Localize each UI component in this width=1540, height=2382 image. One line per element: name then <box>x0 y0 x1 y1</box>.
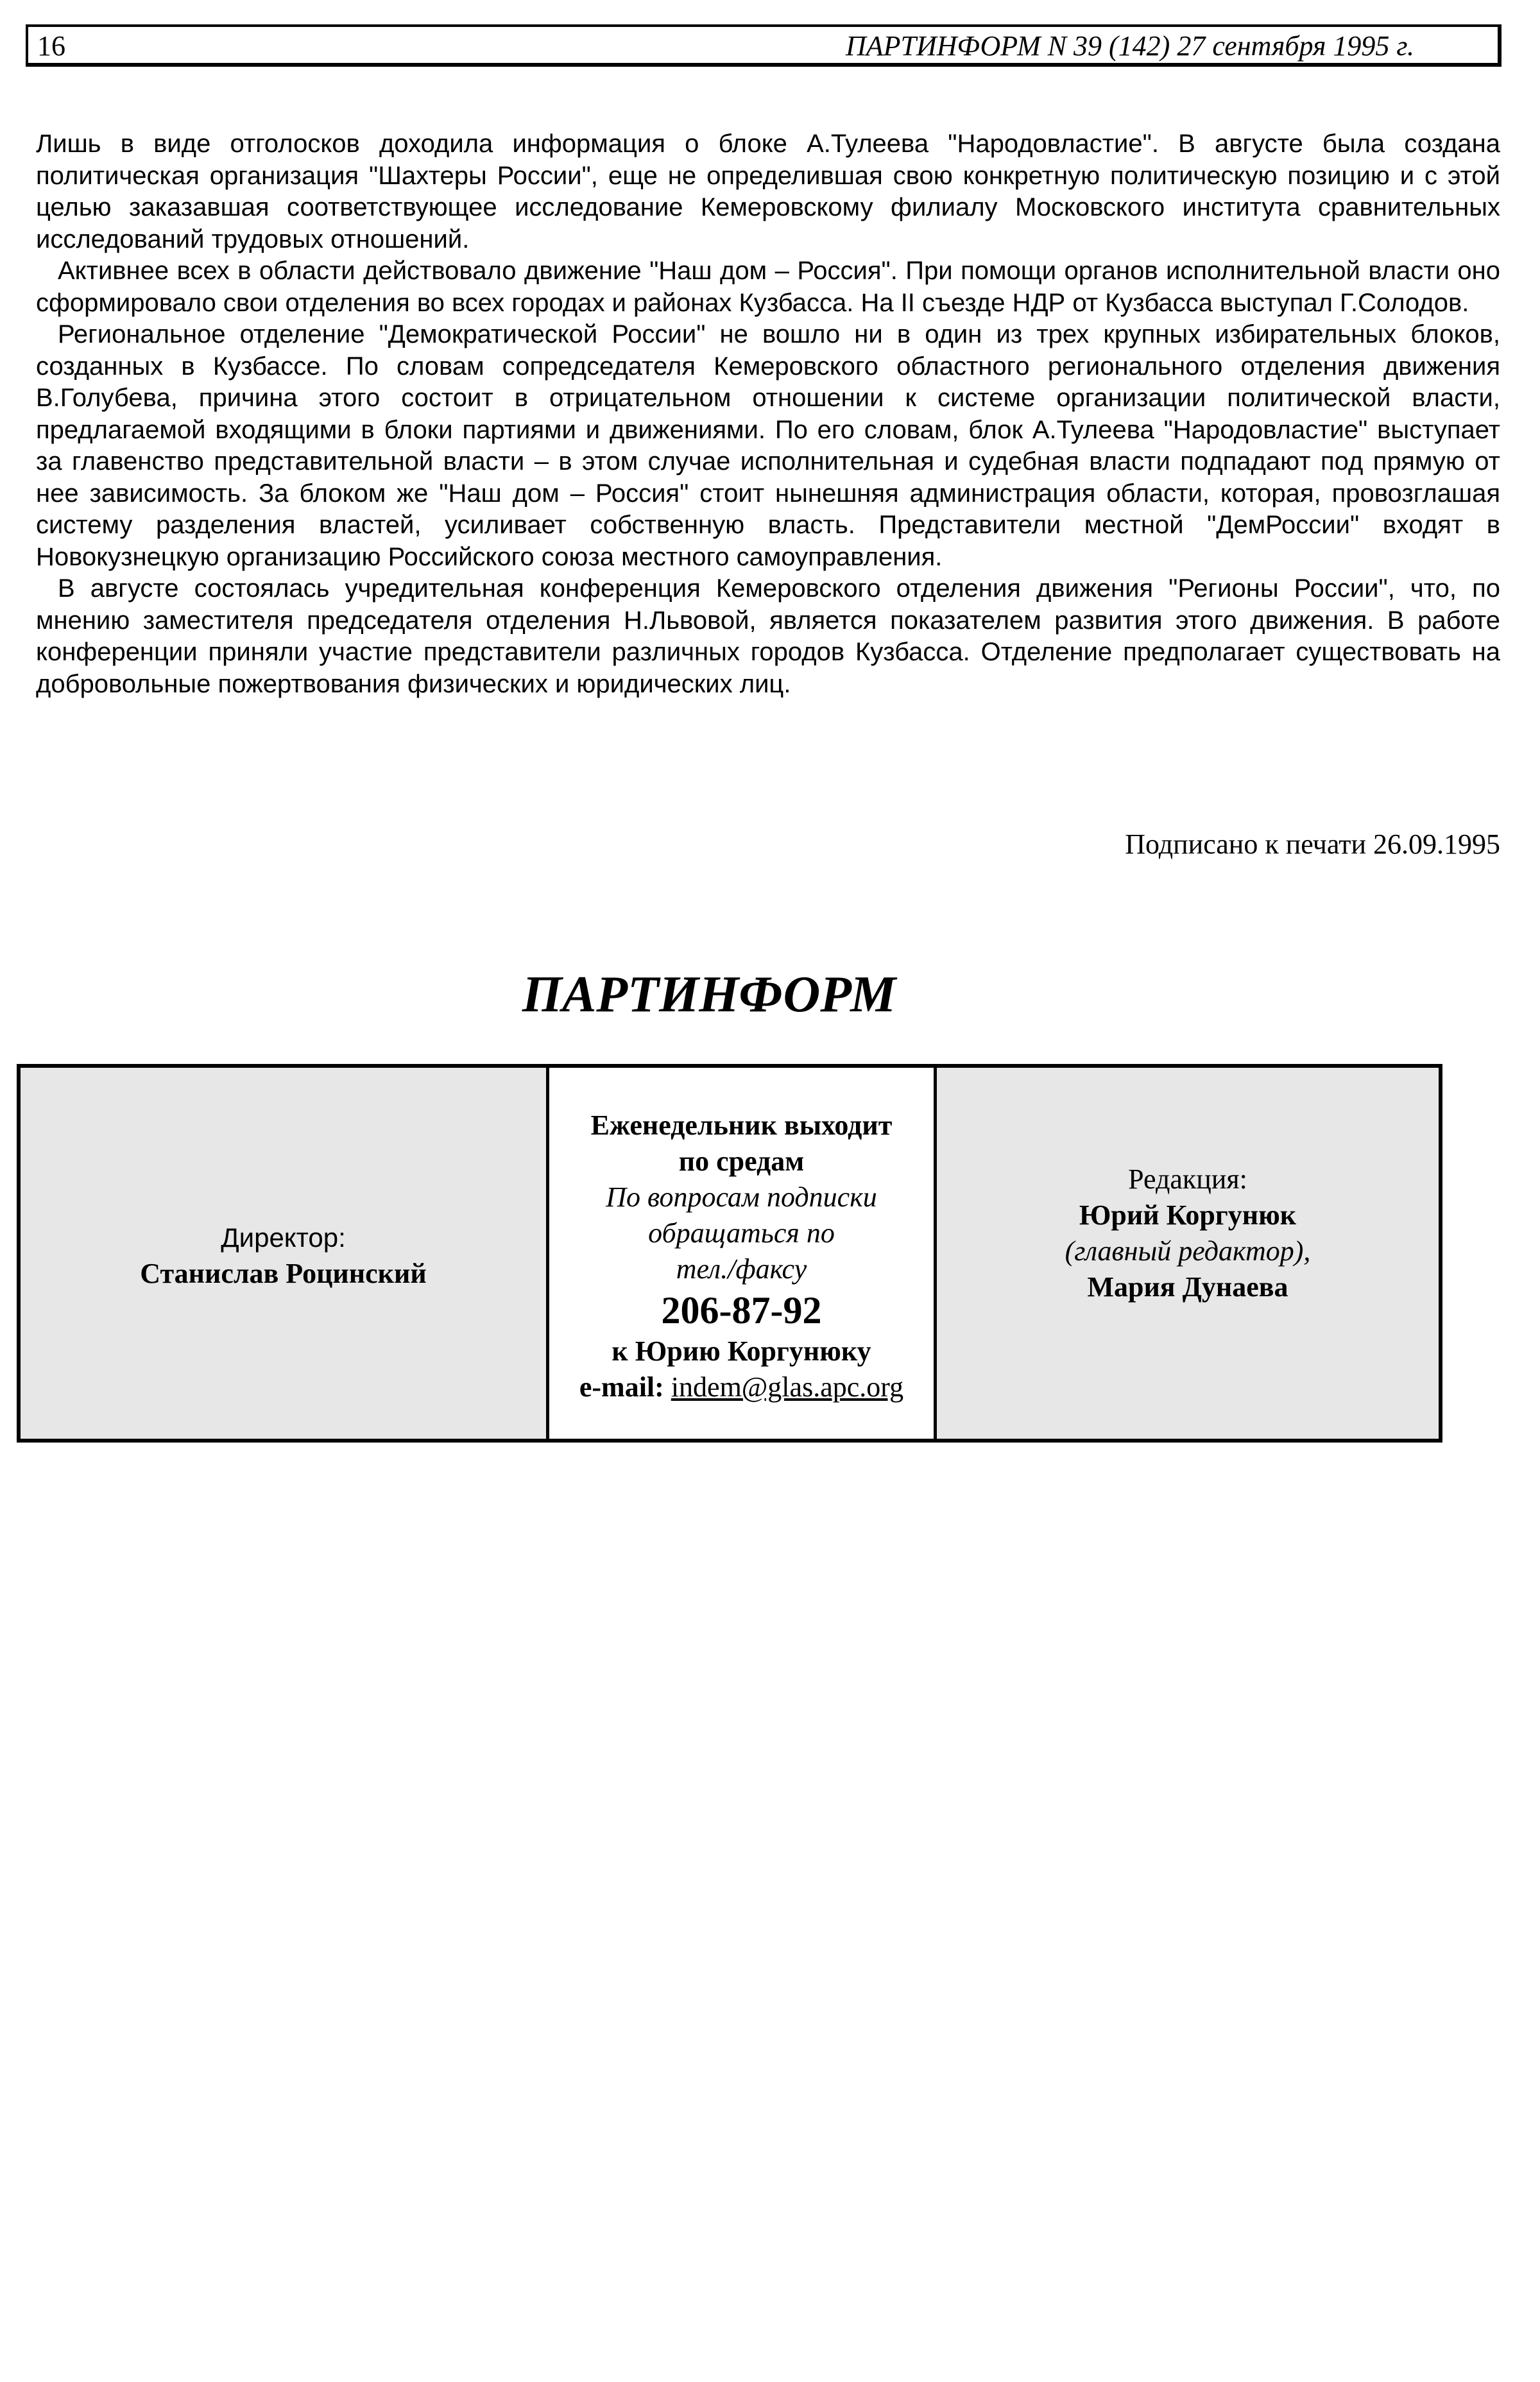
email-link[interactable]: indem@glas.apc.org <box>671 1371 904 1403</box>
article-paragraph-2: Активнее всех в области действовало движение "Наш дом – Россия". При помощи органов исполнительной власти оно сформировало свои отделения во всех городах и районах Кузбасса. На II съезде НДР от Кузбасса выступал Г.Солодов. <box>36 257 1500 317</box>
page-number: 16 <box>37 30 65 62</box>
email-label: e-mail: <box>579 1371 664 1403</box>
article-paragraph-4: В августе состоялась учредительная конференция Кемеровского отделения движения "Регионы России", что, по мнению заместителя председателя отделения Н.Львовой, является показателем развития этого движения. В работе конференции приняли участие представители различных городов Кузбасса. Отделение предполагает существовать на добровольные пожертвования физических и юридических лиц. <box>36 574 1500 698</box>
article-paragraph-3: Региональное отделение "Демократической России" не вошло ни в один из трех крупных избирательных блоков, созданных в Кузбассе. По словам сопредседателя Кемеровского областного регионального отделения движения В.Голубева, причина этого состоит в отрицательном отношении к системе организации политической власти, предлагаемой входящими в блоки партиями и движениями. По его словам, блок А.Тулеева "Народовластие" выступает за главенство представительной власти – в этом случае исполнительная и судебная власти подпадают под прямую от нее зависимость. За блоком же "Наш дом – Россия" стоит нынешняя администрация области, которая, провозглашая систему разделения властей, усиливает собственную власть. Представители местной "ДемРоссии" входят в Новокузнецкую организацию Российского союза местного самоуправления. <box>36 320 1500 571</box>
editorial-label: Редакция: <box>1128 1163 1247 1195</box>
issue-info: ПАРТИНФОРМ N 39 (142) 27 сентября 1995 г. <box>846 30 1414 62</box>
email-line <box>579 1369 903 1405</box>
contact-person: к Юрию Коргунюку <box>612 1335 871 1367</box>
subscribe-line-2: обращаться по <box>648 1217 835 1249</box>
running-header <box>26 24 1502 67</box>
phone-number: 206-87-92 <box>661 1289 822 1332</box>
masthead-table <box>17 1064 1442 1443</box>
director-label: Директор: <box>221 1222 346 1253</box>
director-cell <box>21 1068 549 1439</box>
article-paragraph-1: Лишь в виде отголосков доходила информация о блоке А.Тулеева "Народовластие". В августе была создана политическая организация "Шахтеры России", еще не определившая свою конкретную политическую позицию и с этой целью заказавшая соответствующее исследование Кемеровскому филиалу Московского института сравнительных исследований трудовых отношений. <box>36 130 1500 253</box>
subscription-cell <box>549 1068 937 1439</box>
subscribe-line-3: тел./факсу <box>676 1253 807 1285</box>
weekly-line-2: по средам <box>678 1145 805 1177</box>
weekly-line-1: Еженедельник выходит <box>590 1110 893 1141</box>
subscribe-line-1: По вопросам подписки <box>606 1181 877 1213</box>
director-name: Станислав Роцинский <box>140 1258 427 1289</box>
editorial-cell <box>937 1068 1439 1439</box>
signed-to-print: Подписано к печати 26.09.1995 <box>1125 828 1500 860</box>
editor-name: Юрий Коргунюк <box>1079 1199 1297 1231</box>
editor-role: (главный редактор), <box>1065 1235 1311 1267</box>
article-body <box>36 128 1500 700</box>
masthead-title: ПАРТИНФОРМ <box>522 966 896 1023</box>
editor-2-name: Мария Дунаева <box>1087 1271 1288 1303</box>
